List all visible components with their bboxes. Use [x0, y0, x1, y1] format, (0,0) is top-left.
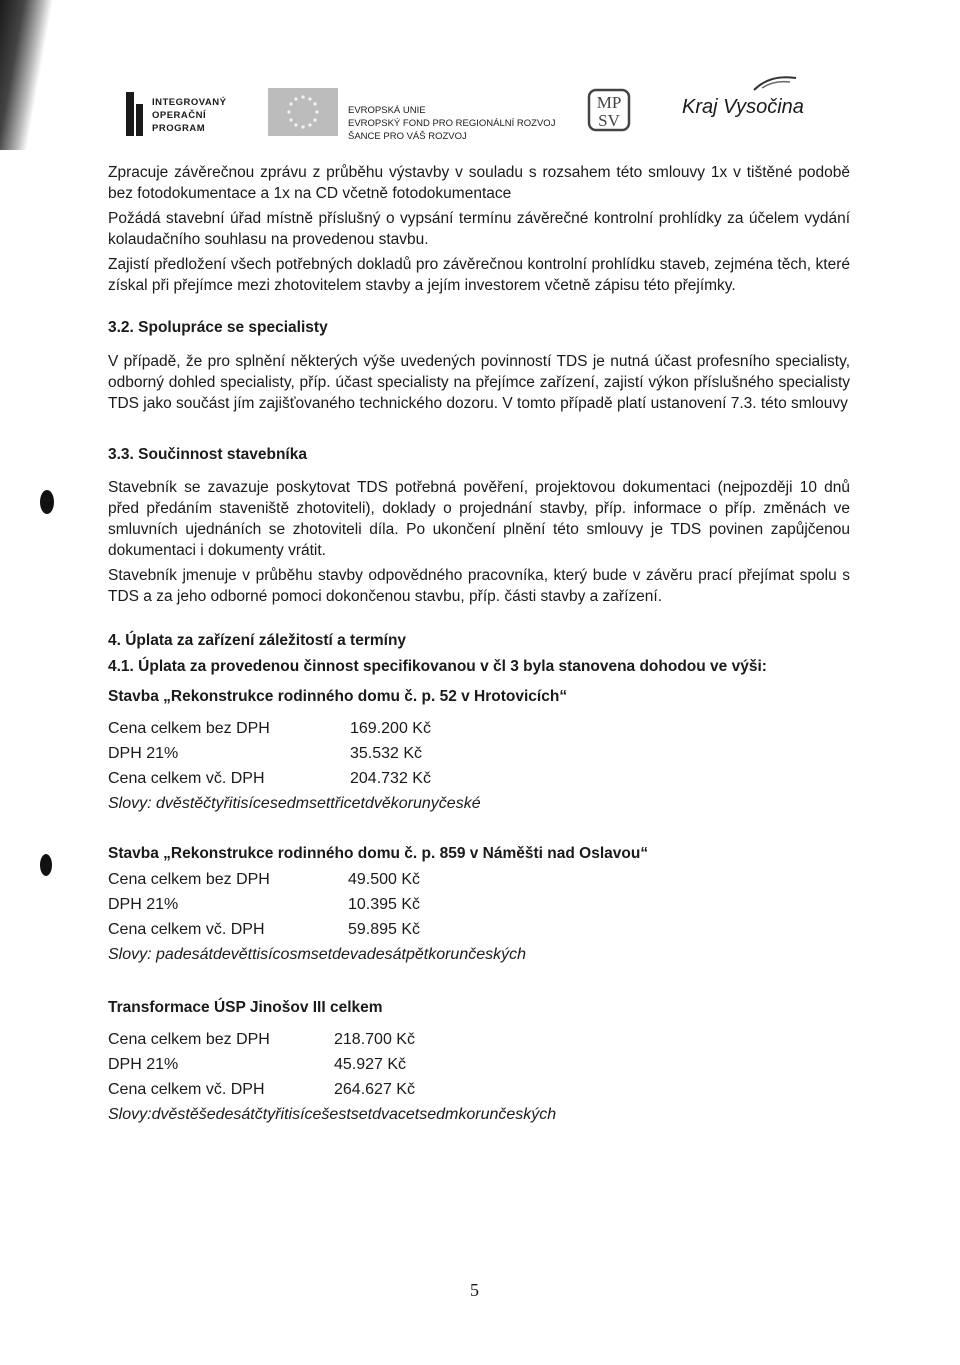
section-4-1-heading: 4.1. Úplata za provedenou činnost specifikovanou v čl 3 byla stanovena dohodou ve výši:: [108, 658, 767, 675]
iop-line-1: INTEGROVANÝ: [152, 97, 227, 108]
price-block-title: Stavba „Rekonstrukce rodinného domu č. p. 859 v Náměšti nad Oslavou“: [108, 845, 649, 862]
document-body: [108, 162, 850, 1127]
price-table: [108, 716, 850, 791]
binder-hole-top: [40, 490, 54, 514]
kraj-swoosh-icon: [750, 72, 800, 94]
price-row: [108, 716, 850, 741]
binder-hole-bottom: [40, 854, 52, 876]
price-block: [108, 686, 850, 816]
price-block-title: Stavba „Rekonstrukce rodinného domu č. p. 52 v Hrotovicích“: [108, 688, 568, 705]
price-label: DPH 21%: [108, 896, 179, 913]
price-label: Cena celkem bez DPH: [108, 871, 270, 888]
section-3-3-text-2: Stavebník jmenuje v průběhu stavby odpovědného pracovníka, který bude v závěru prací přejímat spolu s TDS a za jeho odborné pomoci dokončenou stavbu, příp. části stavby a zařízení.: [108, 567, 850, 605]
price-row: [108, 766, 850, 791]
mpsv-logo: [587, 88, 631, 132]
section-3-3-heading: 3.3. Součinnost stavebníka: [108, 446, 307, 463]
price-value: 218.700 Kč: [334, 1031, 415, 1048]
price-value: 45.927 Kč: [334, 1056, 407, 1073]
iop-bars-icon: [126, 92, 144, 136]
price-label: Cena celkem vč. DPH: [108, 1081, 265, 1098]
price-label: Cena celkem vč. DPH: [108, 770, 265, 787]
eu-logo-text: [348, 104, 555, 143]
price-table: [108, 1027, 850, 1102]
price-value: 10.395 Kč: [348, 896, 421, 913]
price-block: [108, 843, 850, 967]
price-label: Cena celkem vč. DPH: [108, 921, 265, 938]
price-label: Cena celkem bez DPH: [108, 720, 270, 737]
price-label: DPH 21%: [108, 745, 179, 762]
price-in-words: Slovy: dvěstěčtyřitisícesedmsettřicetdvěkorunyčeské: [108, 795, 481, 812]
section-3-2-heading: 3.2. Spolupráce se specialisty: [108, 319, 328, 336]
section-3-3-text-1: Stavebník se zavazuje poskytovat TDS potřebná pověření, projektovou dokumentaci (nejpozději 10 dnů před předáním staveniště zhotoviteli), doklady o projednání stavby, příp. informace o příp. změnách ve smluvních ujednáních se zhotoviteli díla. Po ukončení plnění této smlouvy je TDS povinen zapůjčenou dokumentaci i dokumenty vrátit.: [108, 479, 850, 559]
price-label: DPH 21%: [108, 1056, 179, 1073]
svg-text:MP: MP: [596, 93, 622, 112]
paragraph-documents: Zajistí předložení všech potřebných dokladů pro závěrečnou kontrolní prohlídku staveb, zejména těch, které získal při přejímce mezi zhotovitelem stavby a jejím investorem včetně zápisu této přejímky.: [108, 256, 850, 294]
scan-shadow: [0, 0, 70, 150]
price-row: [108, 1077, 850, 1102]
price-value: 264.627 Kč: [334, 1081, 415, 1098]
price-value: 169.200 Kč: [350, 720, 431, 737]
price-table: [108, 867, 850, 942]
price-label: Cena celkem bez DPH: [108, 1031, 270, 1048]
price-row: [108, 917, 850, 942]
iop-logo-text: [152, 96, 226, 135]
eu-line-3: ŠANCE PRO VÁŠ ROZVOJ: [348, 131, 467, 142]
paragraph-inspection-request: Požádá stavební úřad místně příslušný o vypsání termínu závěrečné kontrolní prohlídky za účelem vydání kolaudačního souhlasu na provedenou stavbu.: [108, 210, 850, 248]
eu-line-2: EVROPSKÝ FOND PRO REGIONÁLNÍ ROZVOJ: [348, 118, 556, 129]
iop-line-2: OPERAČNÍ: [152, 110, 207, 121]
section-4-heading: 4. Úplata za zařízení záležitostí a termíny: [108, 632, 407, 649]
eu-line-1: EVROPSKÁ UNIE: [348, 105, 426, 116]
price-value: 59.895 Kč: [348, 921, 421, 938]
price-row: [108, 1052, 850, 1077]
price-row: [108, 867, 850, 892]
price-row: [108, 892, 850, 917]
svg-text:SV: SV: [598, 111, 620, 130]
price-value: 204.732 Kč: [350, 770, 431, 787]
price-in-words: Slovy:dvěstěšedesátčtyřitisícešestsetdvacetsedmkorunčeských: [108, 1106, 557, 1123]
iop-line-3: PROGRAM: [152, 123, 206, 134]
price-row: [108, 741, 850, 766]
section-3-2-text: V případě, že pro splnění některých výše uvedených povinností TDS je nutná účast profesního specialisty, odborný dohled specialisty, příp. účast specialisty na přejímce zařízení, zajistí výkon příslušného specialisty TDS jako součást jím zajišťovaného technického dozoru. V tomto případě platí ustanovení 7.3. této smlouvy: [108, 353, 850, 412]
page-number: 5: [470, 1280, 479, 1300]
paragraph-final-report: Zpracuje závěrečnou zprávu z průběhu výstavby v souladu s rozsahem této smlouvy 1x v tištěné podobě bez fotodokumentace a 1x na CD včetně fotodokumentace: [108, 164, 850, 202]
price-block: [108, 997, 850, 1127]
eu-flag-logo: [268, 88, 338, 136]
kraj-vysocina-logo: Kraj Vysočina: [682, 96, 804, 118]
eu-stars-icon: [268, 88, 338, 136]
price-in-words: Slovy: padesátdevěttisícosmsetdevadesátpětkorunčeských: [108, 946, 527, 963]
price-block-title: Transformace ÚSP Jinošov III celkem: [108, 999, 383, 1016]
price-value: 49.500 Kč: [348, 871, 421, 888]
price-value: 35.532 Kč: [350, 745, 423, 762]
price-row: [108, 1027, 850, 1052]
